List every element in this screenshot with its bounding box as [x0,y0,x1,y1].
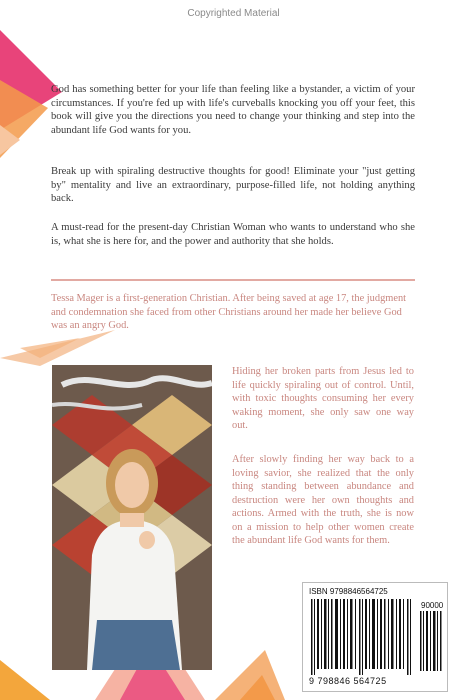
price-code: 90000 [421,601,444,610]
price-barcode-bars [419,611,443,671]
author-bio-paragraph-2: After slowly finding her way back to a loving savior, she realized that the only thing standing between abundance and destruction were her own thoughts and actions. Armed with the truth, she is now on a mission to help other women create the abundant life God wants for them. [232,454,414,546]
copyright-watermark: Copyrighted Material [187,8,280,19]
author-photo [52,365,212,670]
blurb-paragraph-2: Break up with spiraling destructive thoughts for good! Eliminate your "just getting by" mentality and live an extraordinary, purpose-filled life, not holding anything back. [51,166,415,205]
author-bio-paragraph-1: Hiding her broken parts from Jesus led to life quickly spiraling out of control. Until, with toxic thoughts consuming her every waking moment, she only saw one way out. [232,366,414,431]
barcode-bars [309,599,417,675]
blurb-paragraph-1: God has something better for your life than feeling like a bystander, a victim of your circumstances. If you're fed up with life's curveballs knocking you off your feet, this book will give you the directions you need to change your thinking and step into the abundant life God wants for you. [51,84,415,136]
barcode-digits: 9 798846 564725 [309,676,387,686]
author-bio-intro: Tessa Mager is a first-generation Christian. After being saved at age 17, the judgment and condemnation she faced from other Christians around her made her believe God was an angry God. [51,293,407,331]
isbn-barcode [302,582,448,692]
blurb-paragraph-3: A must-read for the present-day Christian Woman who wants to understand who she is, what she is here for, and the power and authority that she holds. [51,222,415,247]
section-divider [51,279,415,281]
isbn-label: ISBN 9798846564725 [309,587,388,596]
